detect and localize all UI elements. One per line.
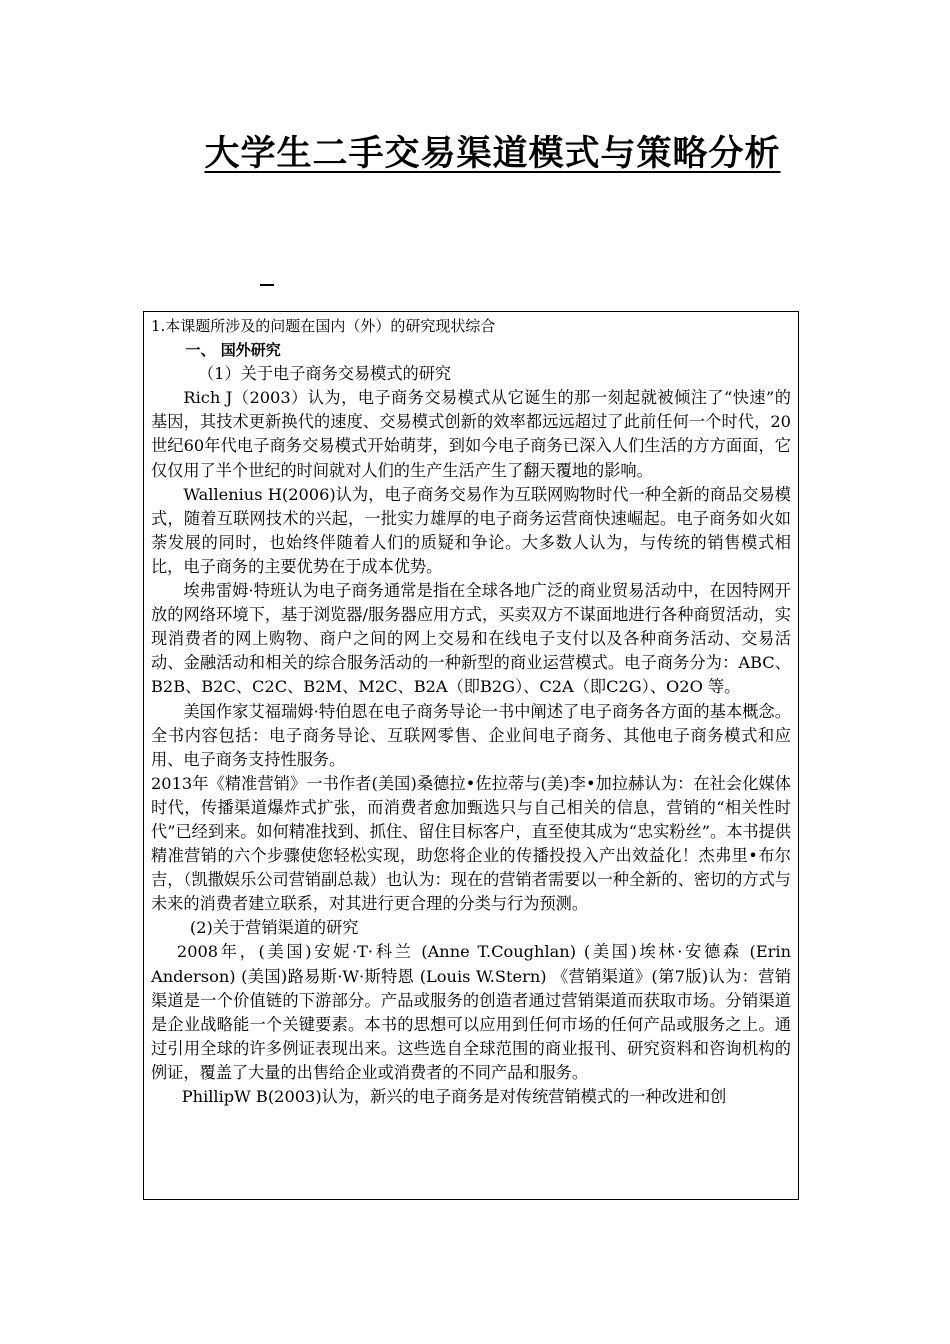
part-heading-foreign-research: 一、 国外研究 [185,341,281,360]
paragraph-turban: 埃弗雷姆·特班认为电子商务通常是指在全球各地广泛的商业贸易活动中，在因特网开放的网络环境下，基于浏览器/服务器应用方式，买卖双方不谋面地进行各种商贸活动，实现消费者的网上购物、商户之间的网上交易和在线电子支付以及各种商务活动、交易活动、金融活动和相关的综合服务活动的一种新型的商业运营模式。电子商务分为：ABC、B2B、B2C、C2C、B2M、M2C、B2A（即B2G）、C2A（即C2G）、O2O 等。 [151,581,791,697]
research-status-box [143,311,799,1200]
subheading-ecommerce-models: （1）关于电子商务交易模式的研究 [197,364,452,384]
short-dash-mark [260,284,274,286]
paragraph-precision-marketing: 2013年《精准营销》一书作者(美国)桑德拉•佐拉蒂与(美)李•加拉赫认为：在社会化媒体时代，传播渠道爆炸式扩张，而消费者愈加甄选只与自己相关的信息，营销的“相关性时代”已经到来。如何精准找到、抓住、留住目标客户，直至使其成为“忠实粉丝”。本书提供精准营销的六个步骤使您轻松实现，助您将企业的传播投投入产出效益化！杰弗里•布尔吉，（凯撒娱乐公司营销副总裁）也认为：现在的营销者需要以一种全新的、密切的方式与未来的消费者建立联系，对其进行更合理的分类与行为预测。 [151,773,791,914]
paragraph-wallenius: Wallenius H(2006)认为，电子商务交易作为互联网购物时代一种全新的商品交易模式，随着互联网技术的兴起，一批实力雄厚的电子商务运营商快速崛起。电子商务如火如荼发展的同时，也始终伴随着人们的质疑和争论。大多数人认为，与传统的销售模式相比，电子商务的主要优势在于成本优势。 [151,484,791,576]
paragraph-phillip: PhillipW B(2003)认为，新兴的电子商务是对传统营销模式的一种改进和创 [181,1087,727,1106]
paragraph-marketing-channels-book: 2008年，(美国)安妮·T·科兰 (Anne T.Coughlan) (美国)埃林·安德森 (Erin Anderson) (美国)路易斯·W·斯特恩 (Louis W.Stern) 《营销渠道》(第7版)认为：营销渠道是一个价值链的下游部分。产品或服务的创造者通过营销渠道而获取市场。分销渠道是企业战略能一个关键要素。本书的思想可以应用到任何市场的任何产品或服务之上。通过引用全球的许多例证表现出来。这些选自全球范围的商业报刊、研究资料和咨询机构的例证，覆盖了大量的出售给企业或消费者的不同产品和服务。 [151,942,791,1082]
paragraph-rich: Rich J（2003）认为，电子商务交易模式从它诞生的那一刻起就被倾注了“快速”的基因，其技术更新换代的速度、交易模式创新的效率都远远超过了此前任何一个时代，20世纪60年代电子商务交易模式开始萌芽，到如今电子商务已深入人们生活的方方面面，它仅仅用了半个世纪的时间就对人们的生产生活产生了翻天覆地的影响。 [151,388,791,480]
paragraph-turban-book: 美国作家艾福瑞姆·特伯恩在电子商务导论一书中阐述了电子商务各方面的基本概念。全书内容包括：电子商务导论、互联网零售、企业间电子商务、其他电子商务模式和应用、电子商务支持性服务。 [151,701,791,769]
subheading-marketing-channels: (2)关于营销渠道的研究 [189,918,359,938]
section-heading: 1.本课题所涉及的问题在国内（外）的研究现状综合 [151,317,496,335]
research-status-content [144,312,798,1109]
document-title: 大学生二手交易渠道模式与策略分析 [204,134,781,174]
